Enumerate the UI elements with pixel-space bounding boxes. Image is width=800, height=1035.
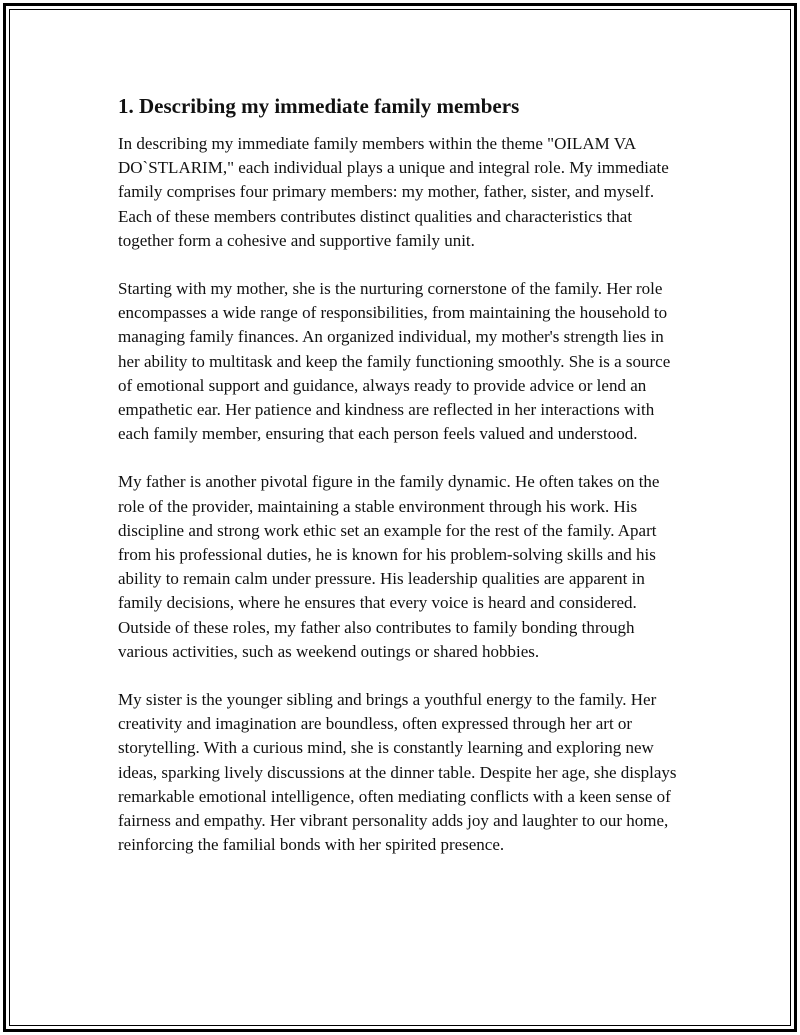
- section-heading: 1. Describing my immediate family members: [118, 94, 520, 118]
- paragraph-sister: My sister is the younger sibling and brings a youthful energy to the family. Her creativity and imagination are boundless, often expressed through her art or storytelling. With a curious mind, she is constantly learning and exploring new ideas, sparking lively discussions at the dinner table. Despite her age, she displays remarkable emotional intelligence, often mediating conflicts with a keen sense of fairness and empathy. Her vibrant personality adds joy and laughter to our home, reinforcing the familial bonds with her spirited presence.: [118, 690, 677, 855]
- paragraph-intro: In describing my immediate family members within the theme "OILAM VA DO`STLARIM," each individual plays a unique and integral role. My immediate family comprises four primary members: my mother, father, sister, and myself. Each of these members contributes distinct qualities and characteristics that together form a cohesive and supportive family unit.: [118, 134, 669, 250]
- paragraph-father: My father is another pivotal figure in the family dynamic. He often takes on the role of the provider, maintaining a stable environment through his work. His discipline and strong work ethic set an example for the rest of the family. Apart from his professional duties, he is known for his problem-solving skills and his ability to remain calm under pressure. His leadership qualities are apparent in family decisions, where he ensures that every voice is heard and considered. Outside of these roles, my father also contributes to family bonding through various activities, such as weekend outings or shared hobbies.: [118, 472, 660, 661]
- paragraph-mother: Starting with my mother, she is the nurturing cornerstone of the family. Her role encompasses a wide range of responsibilities, from maintaining the household to managing family finances. An organized individual, my mother's strength lies in her ability to multitask and keep the family functioning smoothly. She is a source of emotional support and guidance, always ready to provide advice or lend an empathetic ear. Her patience and kindness are reflected in her interactions with each family member, ensuring that each person feels valued and understood.: [118, 279, 671, 444]
- document-body: [118, 92, 682, 881]
